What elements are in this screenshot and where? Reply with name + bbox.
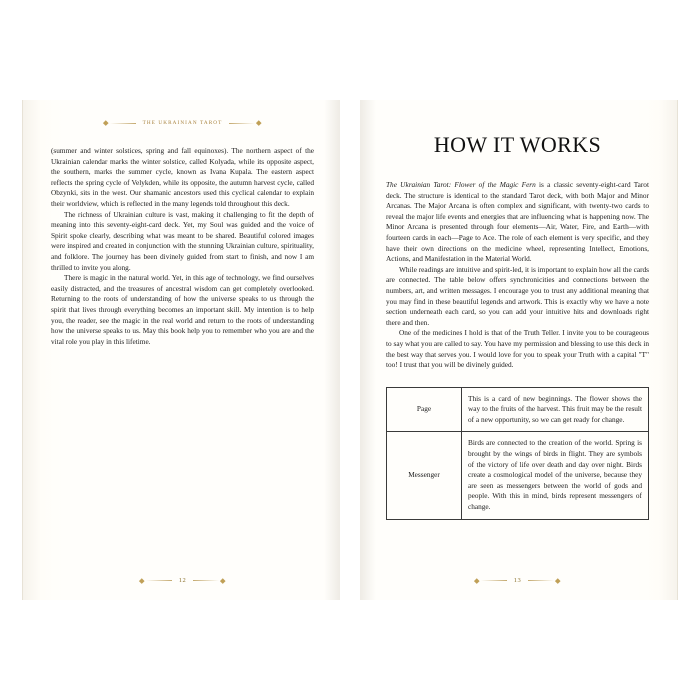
deck-title: The Ukrainian Tarot: Flower of the Magic Fern (386, 180, 536, 189)
gutter-shadow (360, 100, 376, 600)
table-row (387, 387, 649, 432)
left-page (22, 100, 340, 600)
paragraph: One of the medicines I hold is that of the Truth Teller. I invite you to be courageous to say what you are called to say. You have my permission and blessing to use this deck in the best way that serves you. I would love for you to speak your Truth with a capital "T" too! I trust that you will be divinely guided. (386, 328, 649, 370)
gutter-shadow (324, 100, 340, 600)
folio-right (386, 577, 649, 584)
left-page-content (51, 118, 314, 582)
folio-ornament-left-icon (475, 579, 507, 583)
lead-paragraph-rest: is a classic seventy-eight-card Tarot deck. The structure is identical to the standard Tarot deck, with both Major and Minor Arcanas. The Major Arcana is often complex and significant, with twenty-two cards to reveal the major life events and energies that are influencing what is happening now. The Minor Arcana is presented through four elements—Air, Water, Fire, and Earth—with fourteen cards in each—Page to Ace. The role of each element is very specific, and they have their own directions on the medicine wheel, representing Intellect, Emotions, Actions, and Manifestation in the Material World. (386, 180, 649, 264)
paragraph: There is magic in the natural world. Yet, in this age of technology, we find ourselves easily distracted, and the treasures of ancestral wisdom can get completely overlooked. Returning to the roots of understanding of how the universe speaks to us through the spirit that lives through everything becomes an important skill. My intention is to help you, the reader, see the magic in the real world and return to the roots of understanding how the universe speaks to us. May this book help you to remember who you are and the vital role you play in this lifetime. (51, 273, 314, 346)
card-label: Page (387, 387, 462, 432)
card-description: This is a card of new beginnings. The flower shows the way to the fruits of the harvest. This fruit may be the result of a new opportunity, so we can get ready for change. (462, 387, 649, 432)
folio-ornament-left-icon (140, 579, 172, 583)
folio-ornament-right-icon (193, 579, 225, 583)
page-title: HOW IT WORKS (433, 132, 602, 157)
folio-left (51, 577, 314, 584)
card-label: Messenger (387, 432, 462, 519)
page-number: 13 (513, 577, 522, 584)
card-meanings-table (386, 387, 649, 520)
running-head-title: THE UKRAINIAN TAROT (142, 120, 223, 126)
running-head-left (51, 118, 314, 128)
right-page-content (386, 118, 649, 582)
table-row (387, 432, 649, 519)
right-page (360, 100, 678, 600)
paragraph: (summer and winter solstices, spring and fall equinoxes). The northern aspect of the Ukrainian calendar marks the winter solstice, called Kolyada, while its opposite aspect, the southern, marks the summer cycle, known as Ivana Kupala. The eastern aspect reflects the spring cycle of Velykden, while its opposite, the autumn harvest cycle, called Obzynki, sits in the west. Our shamanic ancestors used this cyclical calendar to explain their worldview, which is reflected in the many legends told throughout this deck. (51, 146, 314, 208)
card-description: Birds are connected to the creation of the world. Spring is brought by the wings of birds in flight. They are symbols of the victory of life over death and day over night. Birds create a cosmological model of the universe, because they are seen as messengers between the world of gods and people. With this in mind, birds represent messengers of change. (462, 432, 649, 519)
page-number: 12 (178, 577, 187, 584)
ornament-right-icon (229, 121, 261, 125)
lead-paragraph (386, 180, 649, 265)
paragraph: The richness of Ukrainian culture is vast, making it challenging to fit the depth of meaning into this seventy-eight-card deck. Yet, my Soul was guided and the voice of Spirit spoke clearly, describing what was meant to be shared. Beautiful colored images were inspired and created in conjunction with the stunning Ukrainian culture, spirituality, and folklore. The journey has been divinely guided from start to finish, and now I am thrilled to invite you along. (51, 209, 314, 272)
folio-ornament-right-icon (528, 579, 560, 583)
ornament-left-icon (104, 121, 136, 125)
paragraph: While readings are intuitive and spirit-led, it is important to explain how all the cards are connected. The table below offers synchronicities and connections between the numbers, art, and written messages. I encourage you to trust any additional meaning that you may find in these beautiful legends and artwork. This is exactly why we have a note section underneath each card, so you can add your intuitive hits and downloads right there and then. (386, 264, 649, 327)
